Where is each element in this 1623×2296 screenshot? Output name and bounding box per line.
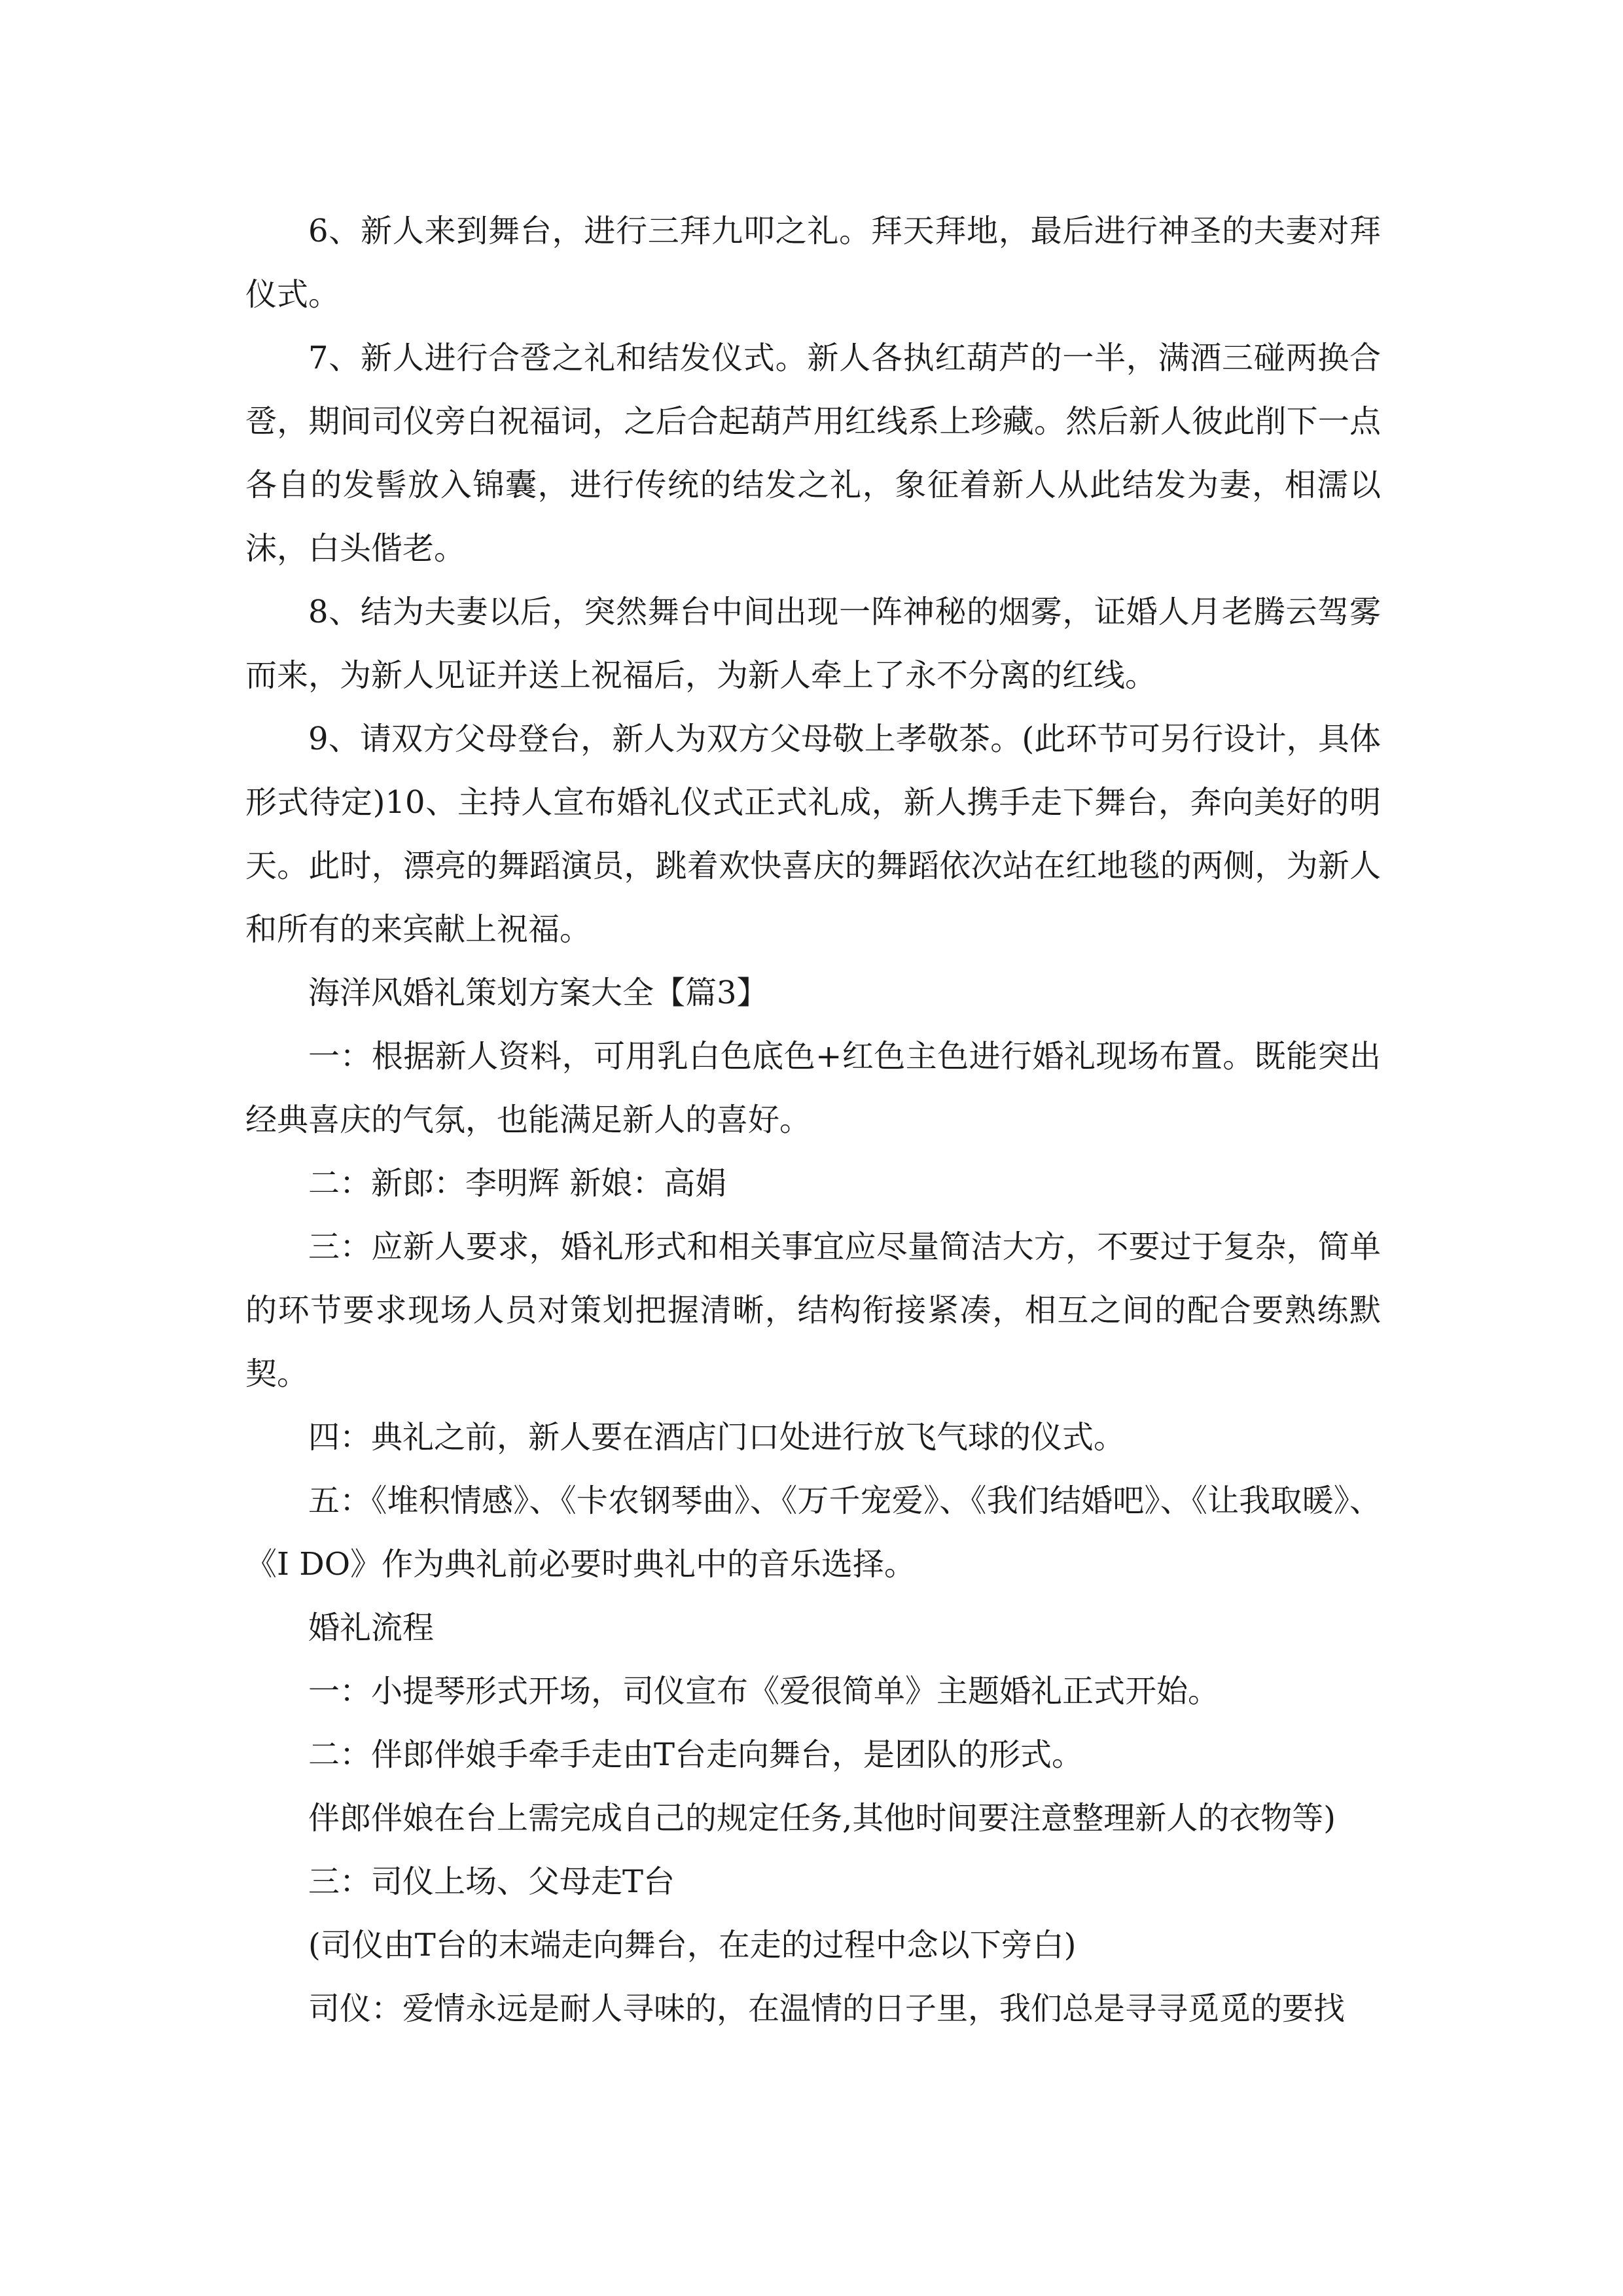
flow-step-1: 一：小提琴形式开场，司仪宣布《爱很简单》主题婚礼正式开始。 <box>308 1673 1220 1710</box>
paragraph-step-6: 6、新人来到舞台，进行三拜九叩之礼。拜天拜地，最后进行神圣的夫妻对拜仪式。 <box>245 213 1381 313</box>
paragraph-step-8: 8、结为夫妻以后，突然舞台中间出现一阵神秘的烟雾，证婚人月老腾云驾雾而来，为新人见证并送上祝福后，为新人牵上了永不分离的红线。 <box>245 594 1381 694</box>
subsection-heading: 婚礼流程 <box>308 1609 435 1646</box>
flow-step-2: 二：伴郎伴娘手牵手走由T台走向舞台，是团队的形式。 <box>308 1736 1084 1773</box>
paragraph-item-2: 二：新郎：李明辉 新娘：高娟 <box>308 1165 727 1202</box>
document-body <box>245 200 1381 2041</box>
paragraph-item-4: 四：典礼之前，新人要在酒店门口处进行放飞气球的仪式。 <box>308 1419 1126 1456</box>
flow-step-2-note: 伴郎伴娘在台上需完成自己的规定任务,其他时间要注意整理新人的衣物等) <box>308 1800 1336 1837</box>
host-narration: 司仪：爱情永远是耐人寻味的，在温情的日子里，我们总是寻寻觅觅的要找 <box>308 1990 1346 2027</box>
paragraph-item-1: 一：根据新人资料，可用乳白色底色+红色主色进行婚礼现场布置。既能突出经典喜庆的气氛，也能满足新人的喜好。 <box>245 1038 1381 1138</box>
flow-step-3-note: (司仪由T台的末端走向舞台，在走的过程中念以下旁白) <box>308 1927 1077 1964</box>
flow-step-3: 三：司仪上场、父母走T台 <box>308 1863 675 1900</box>
paragraph-step-7: 7、新人进行合卺之礼和结发仪式。新人各执红葫芦的一半，满酒三碰两换合卺，期间司仪旁白祝福词，之后合起葫芦用红线系上珍藏。然后新人彼此削下一点各自的发髻放入锦囊，进行传统的结发之礼，象征着新人从此结发为妻，相濡以沫，白头偕老。 <box>245 340 1381 567</box>
paragraph-step-9-10: 9、请双方父母登台，新人为双方父母敬上孝敬茶。(此环节可另行设计，具体形式待定)10、主持人宣布婚礼仪式正式礼成，新人携手走下舞台，奔向美好的明天。此时，漂亮的舞蹈演员，跳着欢快喜庆的舞蹈依次站在红地毯的两侧，为新人和所有的来宾献上祝福。 <box>245 721 1381 948</box>
paragraph-item-3: 三：应新人要求，婚礼形式和相关事宜应尽量简洁大方，不要过于复杂，简单的环节要求现场人员对策划把握清晰，结构衔接紧凑，相互之间的配合要熟练默契。 <box>245 1229 1381 1392</box>
section-heading: 海洋风婚礼策划方案大全【篇3】 <box>308 975 768 1011</box>
paragraph-item-5: 五：《堆积情感》、《卡农钢琴曲》、《万千宠爱》、《我们结婚吧》、《让我取暖》、《I DO》作为典礼前必要时典礼中的音乐选择。 <box>245 1482 1381 1583</box>
